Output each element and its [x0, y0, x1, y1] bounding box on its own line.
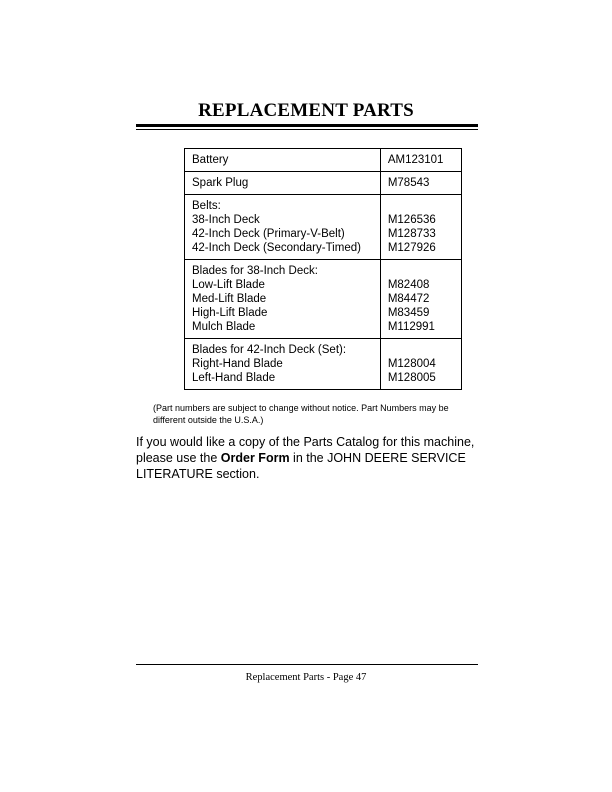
table-row — [185, 172, 462, 195]
page-footer: Replacement Parts - Page 47 — [245, 672, 367, 683]
part-description-line: Spark Plug — [192, 177, 249, 189]
part-description-line: Med-Lift Blade — [192, 293, 267, 305]
part-number-note: (Part numbers are subject to change without notice. Part Numbers may be different outside the U.S.A.) — [153, 403, 449, 425]
part-description-cell — [185, 260, 381, 339]
part-description-cell — [185, 149, 381, 172]
part-description-line: Left-Hand Blade — [192, 372, 276, 384]
part-number-line: M126536 — [387, 214, 436, 226]
order-form-emphasis: Order Form — [220, 451, 290, 465]
part-number-cell — [380, 149, 461, 172]
part-description-line: 38-Inch Deck — [192, 214, 260, 226]
part-number-line — [388, 199, 455, 213]
part-number-line: M82408 — [387, 279, 430, 291]
part-number-line: M112991 — [387, 321, 435, 333]
page-title: REPLACEMENT PARTS — [198, 100, 414, 121]
table-row — [185, 195, 462, 260]
part-number-line: M128004 — [387, 358, 436, 370]
part-description-line: Blades for 38-Inch Deck: — [192, 265, 318, 277]
part-description-line: High-Lift Blade — [192, 307, 268, 319]
part-description-line: Belts: — [192, 200, 221, 212]
part-description-line: Right-Hand Blade — [192, 358, 283, 370]
part-description-line: 42-Inch Deck (Primary-V-Belt) — [192, 228, 345, 240]
part-description-cell — [185, 195, 381, 260]
title-rule-thick — [136, 124, 478, 127]
part-number-line: AM123101 — [387, 154, 444, 166]
title-rule-thin — [136, 129, 478, 130]
table-row — [185, 149, 462, 172]
table-row — [185, 260, 462, 339]
part-description-cell — [185, 172, 381, 195]
part-description-line: 42-Inch Deck (Secondary-Timed) — [192, 242, 361, 254]
part-number-line — [388, 343, 455, 357]
part-number-line: M128005 — [387, 372, 436, 384]
part-description-line: Low-Lift Blade — [192, 279, 265, 291]
footer-rule — [136, 664, 478, 665]
part-number-line: M83459 — [387, 307, 430, 319]
part-number-cell — [380, 172, 461, 195]
paragraph-text-after: in the JOHN DEERE SERVICE LITERATURE section. — [136, 451, 466, 481]
table-row — [185, 339, 462, 390]
part-description-line: Blades for 42-Inch Deck (Set): — [192, 344, 347, 356]
part-description-line: Mulch Blade — [192, 321, 256, 333]
part-description-line: Battery — [192, 154, 229, 166]
part-number-line: M84472 — [387, 293, 430, 305]
part-number-line: M128733 — [387, 228, 436, 240]
parts-catalog-paragraph — [136, 434, 481, 482]
part-description-cell — [185, 339, 381, 390]
part-number-cell — [380, 195, 461, 260]
part-number-cell — [380, 260, 461, 339]
part-number-line: M127926 — [387, 242, 436, 254]
part-number-cell — [380, 339, 461, 390]
parts-table — [184, 148, 462, 390]
part-number-line — [388, 264, 455, 278]
paragraph-text-before: If you would like a copy of the Parts Catalog for this machine, please use the — [136, 435, 475, 465]
part-number-line: M78543 — [387, 177, 430, 189]
